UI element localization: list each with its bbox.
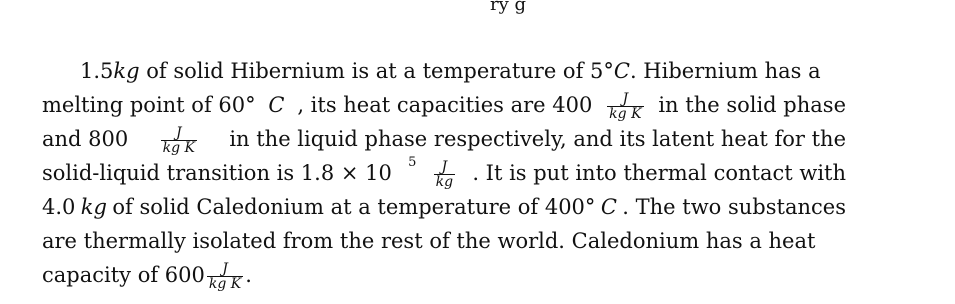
unit-fraction: $\frac{J}{\text{kg K}}$ [162, 124, 195, 156]
problem-line-6: are thermally isolated from the rest of the world. Caledonium has a heat [42, 229, 816, 253]
line-1-text: 1.5kg of solid Hibernium is at a temperature of 5°C. Hibernium has a [80, 59, 821, 83]
unit-fraction: $\frac{J}{kg}$ [435, 158, 454, 190]
problem-line-1 [42, 54, 846, 88]
problem-line-7: capacity of 600 $\frac{J}{\text{kg K}}$ . [42, 260, 252, 292]
unit-fraction: $\frac{J}{\text{kg K}}$ [609, 90, 642, 122]
problem-line-2: melting point of 60° C , its heat capacities are 400 $\frac{J}{\text{kg K}}$ in the solid phase [42, 90, 846, 122]
problem-statement [42, 54, 846, 292]
cropped-header-text: ry g [490, 0, 527, 15]
problem-line-4: solid-liquid transition is 1.8 × 10 5 $\frac{J}{kg}$ . It is put into thermal contact with [42, 155, 846, 190]
unit-fraction: $\frac{J}{\text{kg K}}$ [208, 260, 242, 292]
problem-line-3: and 800 $\frac{J}{\text{kg K}}$ in the liquid phase respectively, and its latent heat for the [42, 124, 846, 156]
problem-line-5: 4.0 kg of solid Caledonium at a temperature of 400° C . The two substances [42, 195, 846, 219]
